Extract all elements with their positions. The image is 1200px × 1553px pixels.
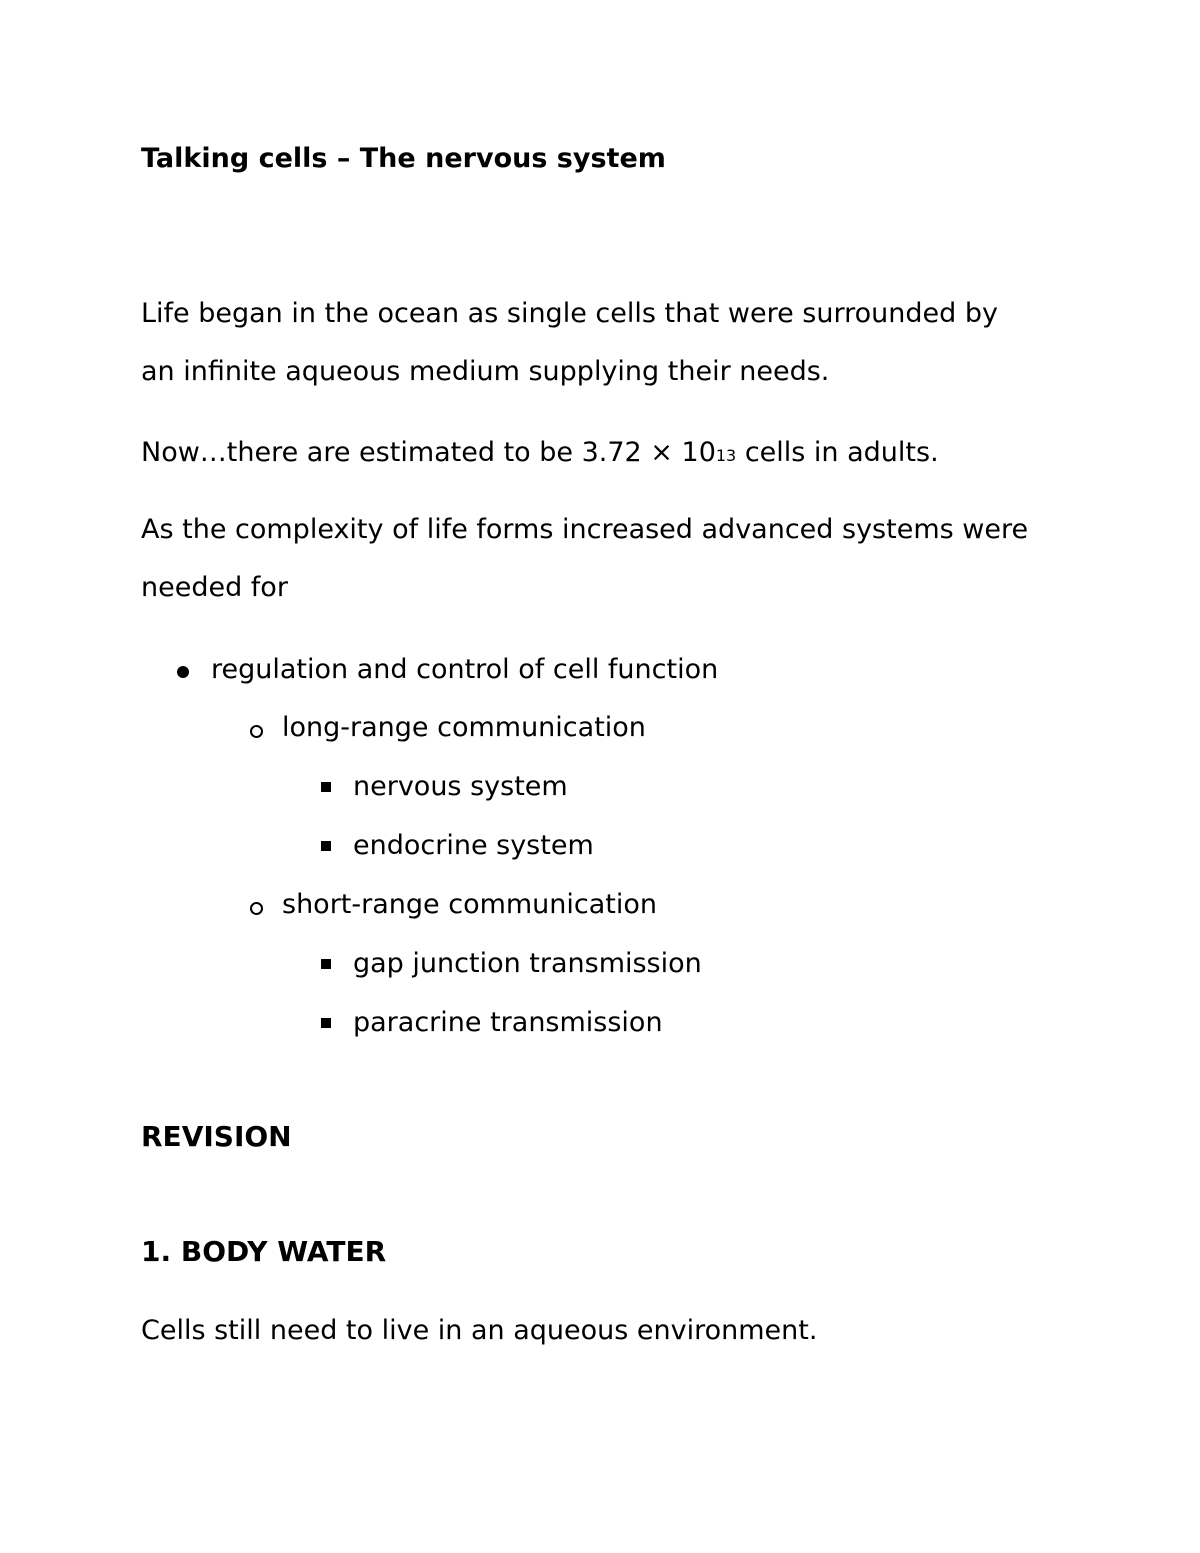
cell-estimate-prefix: Now…there are estimated to be 3.72 × 10: [141, 437, 716, 468]
list-item-paracrine: paracrine transmission: [353, 1007, 663, 1038]
cell-estimate-exponent: 13: [715, 446, 737, 465]
square-bullet-icon: [321, 1018, 331, 1028]
square-bullet-icon: [321, 782, 331, 792]
list-item-long-range: long-range communication: [282, 712, 646, 743]
hollow-circle-bullet-icon: [250, 902, 263, 915]
complexity-paragraph-line-1: As the complexity of life forms increased advanced systems were: [141, 514, 1029, 545]
square-bullet-icon: [321, 841, 331, 851]
list-item-short-range: short-range communication: [282, 889, 658, 920]
body-water-paragraph: Cells still need to live in an aqueous environment.: [141, 1315, 818, 1346]
complexity-paragraph-line-2: needed for: [141, 572, 288, 603]
cell-estimate-paragraph: [141, 439, 939, 466]
intro-paragraph-line-2: an infinite aqueous medium supplying their needs.: [141, 356, 830, 387]
document-title: Talking cells – The nervous system: [141, 143, 666, 174]
intro-paragraph-line-1: Life began in the ocean as single cells that were surrounded by: [141, 298, 998, 329]
filled-circle-bullet-icon: [177, 666, 189, 678]
square-bullet-icon: [321, 959, 331, 969]
list-item-nervous-system: nervous system: [353, 771, 568, 802]
revision-heading: REVISION: [141, 1120, 292, 1153]
list-item-gap-junction: gap junction transmission: [353, 948, 702, 979]
list-item-regulation: regulation and control of cell function: [211, 654, 719, 685]
list-item-endocrine-system: endocrine system: [353, 830, 594, 861]
hollow-circle-bullet-icon: [250, 725, 263, 738]
body-water-heading: 1. BODY WATER: [141, 1235, 387, 1268]
cell-estimate-suffix: cells in adults.: [736, 437, 939, 468]
